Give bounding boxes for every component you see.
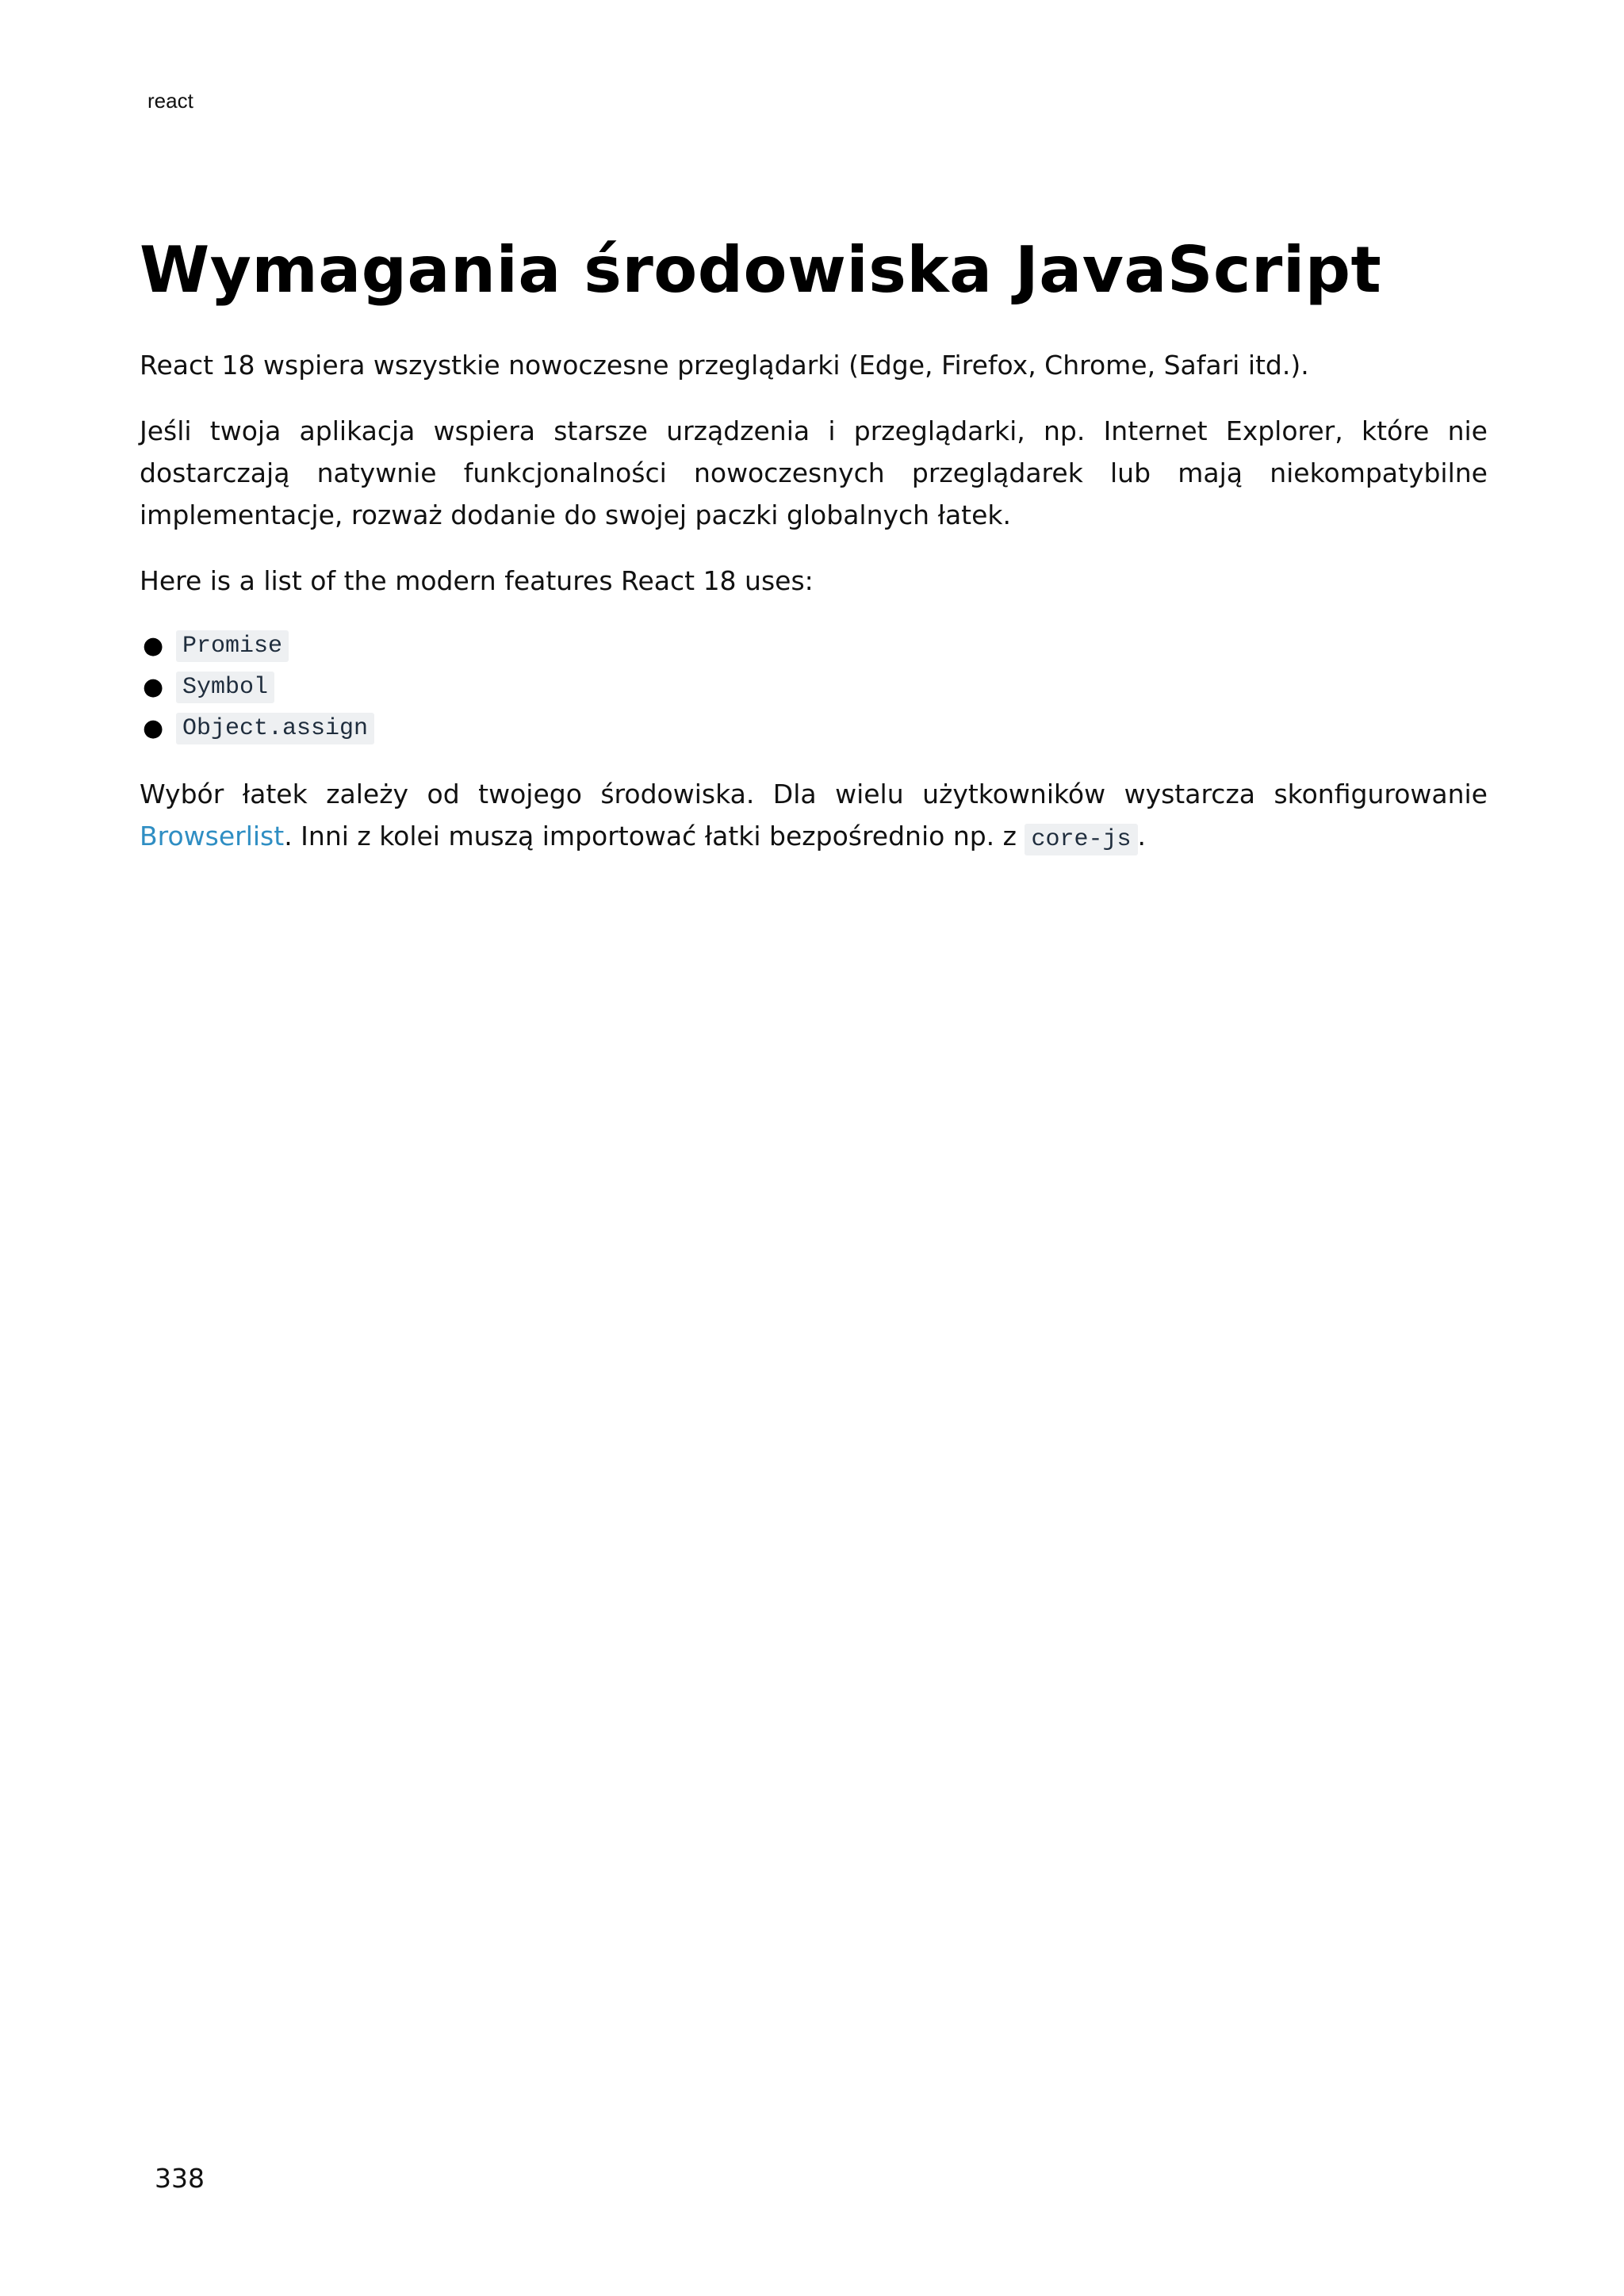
paragraph-features-intro: Here is a list of the modern features React 18 uses: — [140, 565, 814, 596]
bullet-icon: ● — [143, 673, 164, 701]
page-content — [140, 228, 1488, 885]
polyfill-choice-text-continued: . Inni z kolei muszą importować łatki bezpośrednio np. z — [284, 821, 1025, 851]
list-item — [140, 667, 1488, 708]
features-list — [140, 626, 1488, 749]
bullet-icon: ● — [143, 714, 164, 742]
running-header: react — [147, 89, 193, 113]
bullet-icon: ● — [143, 632, 164, 660]
sentence-end: . — [1137, 821, 1146, 851]
core-js-code: core-js — [1025, 824, 1137, 855]
list-item — [140, 626, 1488, 667]
polyfill-choice-text: Wybór łatek zależy od twojego środowiska. Dla wielu użytkowników wystarcza skonfigurowanie — [140, 779, 1488, 809]
list-item — [140, 708, 1488, 749]
feature-code: Object.assign — [176, 713, 374, 744]
paragraph-polyfills: Jeśli twoja aplikacja wspiera starsze urządzenia i przeglądarki, np. Internet Explorer, które nie dostarczają natywnie funkcjonalności nowoczesnych przeglądarek lub mają niekompatybilne implementacje, rozważ dodanie do swojej paczki globalnych łatek. — [140, 415, 1488, 530]
feature-code: Promise — [176, 630, 289, 662]
paragraph-browser-support: React 18 wspiera wszystkie nowoczesne przeglądarki (Edge, Firefox, Chrome, Safari itd.). — [140, 350, 1309, 381]
paragraph-polyfill-choice — [140, 773, 1488, 861]
page-number: 338 — [155, 2163, 205, 2194]
section-title: Wymagania środowiska JavaScript — [140, 233, 1382, 307]
feature-code: Symbol — [176, 672, 274, 703]
browserlist-link[interactable]: Browserlist — [140, 821, 285, 851]
